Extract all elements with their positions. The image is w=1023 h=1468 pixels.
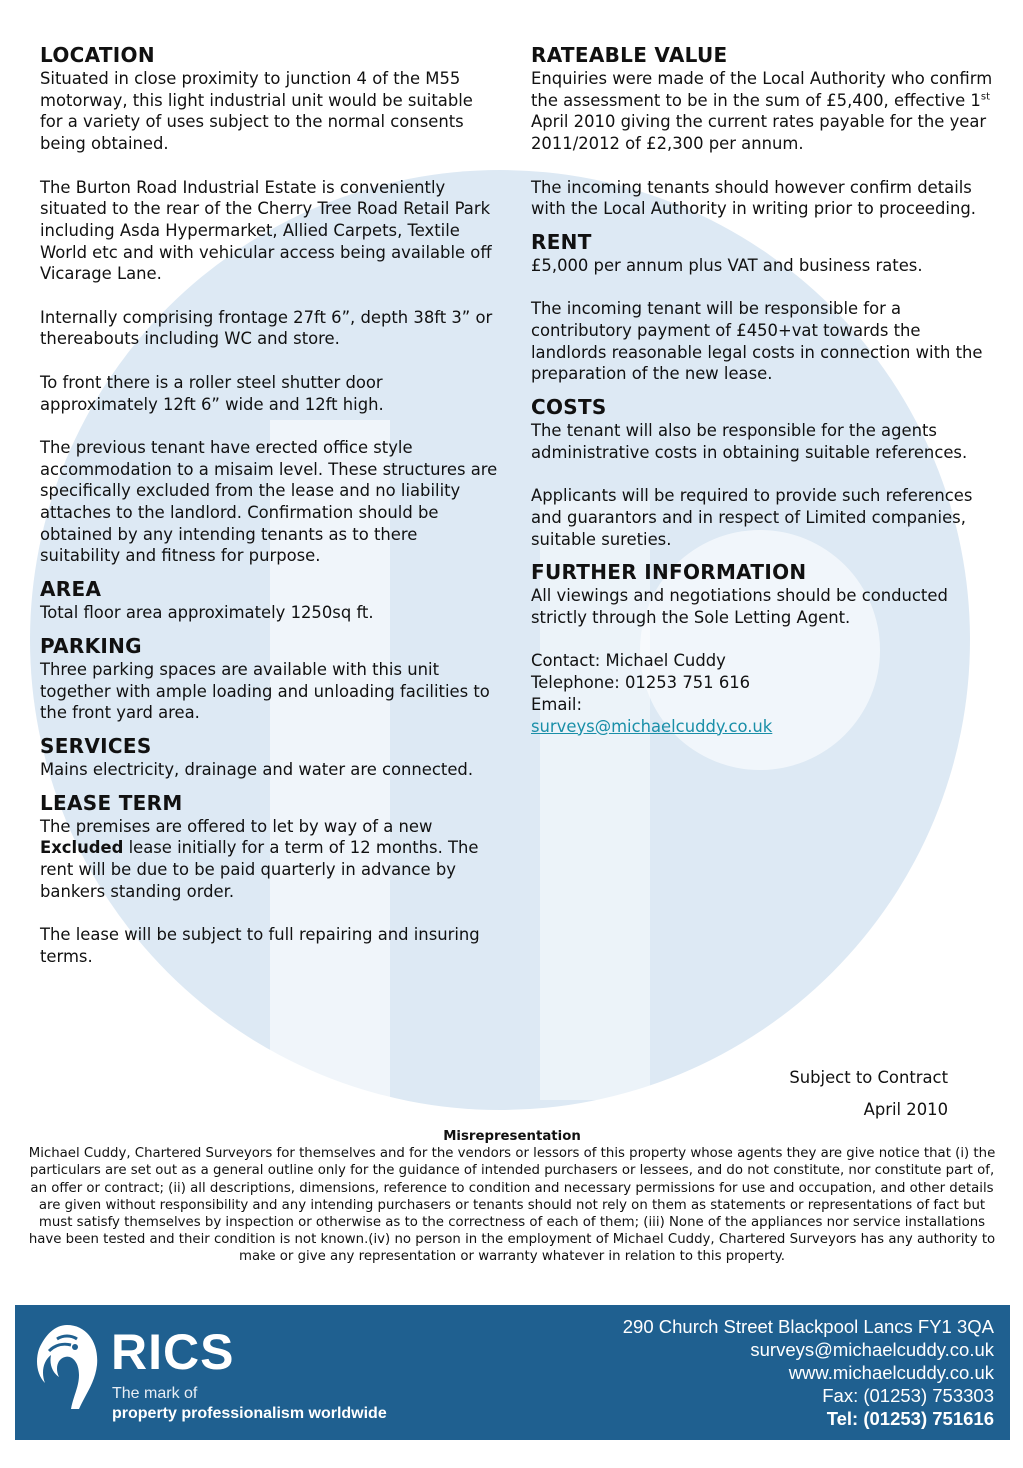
lease-paragraph-2: The lease will be subject to full repairing and insuring terms. bbox=[40, 925, 480, 966]
further-heading: FURTHER INFORMATION bbox=[531, 560, 807, 585]
location-heading: LOCATION bbox=[40, 43, 155, 67]
area-heading: AREA bbox=[40, 577, 102, 602]
rateable-sup: st bbox=[980, 91, 990, 103]
section-location bbox=[40, 42, 498, 567]
section-parking bbox=[40, 633, 498, 724]
rent-heading: RENT bbox=[531, 229, 592, 254]
section-services bbox=[40, 733, 498, 781]
lease-text-a: The premises are offered to let by way of a new bbox=[40, 816, 433, 836]
email-label: Email: bbox=[531, 694, 582, 714]
rent-paragraph-2: The incoming tenant will be responsible for a contributory payment of £450+vat towards the landlords reasonable legal costs in connection with the preparation of the new lease. bbox=[531, 299, 983, 384]
services-paragraph: Mains electricity, drainage and water are connected. bbox=[40, 759, 474, 779]
email-link[interactable]: surveys@michaelcuddy.co.uk bbox=[531, 716, 773, 736]
location-paragraph-5: The previous tenant have erected office style accommodation to a misaim level. These structures are specifically excluded from the lease and no liability attaches to the landlord. Confirmation should be obtained by any intending tenants as to there suitability and fitness for purpose. bbox=[40, 437, 498, 566]
area-paragraph: Total floor area approximately 1250sq ft. bbox=[40, 603, 374, 623]
rics-logo-text: RICS bbox=[111, 1324, 235, 1380]
footer-address: 290 Church Street Blackpool Lancs FY1 3QA bbox=[622, 1316, 994, 1337]
parking-heading: PARKING bbox=[40, 633, 142, 658]
footer-website[interactable]: www.michaelcuddy.co.uk bbox=[788, 1362, 994, 1383]
footer-banner bbox=[15, 1305, 1010, 1440]
rateable-heading: RATEABLE VALUE bbox=[531, 43, 728, 67]
location-paragraph-4: To front there is a roller steel shutter door approximately 12ft 6” wide and 12ft high. bbox=[40, 372, 384, 414]
section-area bbox=[40, 576, 498, 624]
rateable-text-b: April 2010 giving the current rates payable for the year 2011/2012 of £2,300 per annum. bbox=[531, 112, 987, 154]
further-paragraph: All viewings and negotiations should be conducted strictly through the Sole Letting Agent. bbox=[531, 586, 948, 628]
rent-paragraph-1: £5,000 per annum plus VAT and business rates. bbox=[531, 255, 923, 275]
lease-heading: LEASE TERM bbox=[40, 790, 183, 815]
footer-email[interactable]: surveys@michaelcuddy.co.uk bbox=[750, 1339, 994, 1360]
location-paragraph-1: Situated in close proximity to junction 4 of the M55 motorway, this light industrial unit would be suitable for a variety of uses subject to the normal consents being obtained. bbox=[40, 69, 473, 154]
costs-heading: COSTS bbox=[531, 395, 607, 420]
contact-email-line bbox=[531, 694, 993, 737]
rateable-text-a: Enquiries were made of the Local Authority who confirm the assessment to be in the sum of £5,400, effective 1 bbox=[531, 69, 993, 110]
costs-paragraph-2: Applicants will be required to provide such references and guarantors and in respect of Limited companies, suitable sureties. bbox=[531, 486, 973, 549]
section-rateable-value bbox=[531, 42, 993, 220]
misrepresentation-text: Michael Cuddy, Chartered Surveyors for themselves and for the vendors or lessors of this property whose agents they are give notice that (i) the particulars are set out as a general outline only for the guidance of intended purchasers or lessees, and do not constitute, nor constitute part of, an offer or contract; (ii) all descriptions, dimensions, reference to condition and necessary permissions for use and occupation, and other details are given without responsibility and any intending purchasers or tenants should not rely on them as statements or representations of fact but must satisfy themselves by inspection or otherwise as to the correctness of each of them; (iii) None of the appliances nor service installations have been tested and their condition is not known.(iv) no person in the employment of Michael Cuddy, Chartered Surveyors has any authority to make or give any representation or warranty whatever in relation to this property. bbox=[28, 1146, 996, 1265]
lease-excluded: Excluded bbox=[40, 838, 124, 858]
rateable-paragraph-1 bbox=[531, 68, 993, 155]
costs-paragraph-1: The tenant will also be responsible for the agents administrative costs in obtaining suitable references. bbox=[531, 421, 968, 462]
section-lease-term bbox=[40, 790, 498, 968]
footer-telephone: Tel: (01253) 751616 bbox=[826, 1408, 994, 1429]
section-further-information bbox=[531, 559, 993, 737]
right-column bbox=[531, 42, 993, 737]
services-heading: SERVICES bbox=[40, 733, 152, 758]
location-paragraph-3: Internally comprising frontage 27ft 6”, depth 38ft 3” or thereabouts including WC and store. bbox=[40, 307, 493, 349]
parking-paragraph: Three parking spaces are available with this unit together with ample loading and unloading facilities to the front yard area. bbox=[40, 659, 490, 723]
misrepresentation-title: Misrepresentation bbox=[443, 1129, 581, 1144]
rics-lion-icon bbox=[27, 1317, 107, 1417]
lease-text-c: lease initially for a term of 12 months. The rent will be due to be paid quarterly in advance by bankers standing order. bbox=[40, 838, 479, 901]
footer-fax: Fax: (01253) 753303 bbox=[822, 1385, 994, 1406]
location-paragraph-2: The Burton Road Industrial Estate is conveniently situated to the rear of the Cherry Tree Road Retail Park including Asda Hypermarket, Allied Carpets, Textile World etc and with vehicular access being available off Vicarage Lane. bbox=[40, 177, 492, 284]
document-date: April 2010 bbox=[863, 1100, 948, 1119]
rics-tagline-2: property professionalism worldwide bbox=[112, 1405, 387, 1422]
misrepresentation-notice bbox=[26, 1128, 998, 1266]
rateable-paragraph-2: The incoming tenants should however confirm details with the Local Authority in writing prior to proceeding. bbox=[531, 177, 976, 219]
company-contact bbox=[623, 1315, 994, 1430]
subject-to-contract: Subject to Contract bbox=[789, 1068, 948, 1087]
left-column bbox=[40, 42, 498, 989]
lease-paragraph-1 bbox=[40, 816, 498, 903]
contact-block bbox=[531, 650, 993, 737]
rics-tagline-1: The mark of bbox=[112, 1385, 198, 1402]
contact-name: Contact: Michael Cuddy bbox=[531, 651, 726, 671]
section-costs bbox=[531, 394, 993, 550]
section-rent bbox=[531, 229, 993, 385]
contact-telephone: Telephone: 01253 751 616 bbox=[531, 673, 751, 693]
